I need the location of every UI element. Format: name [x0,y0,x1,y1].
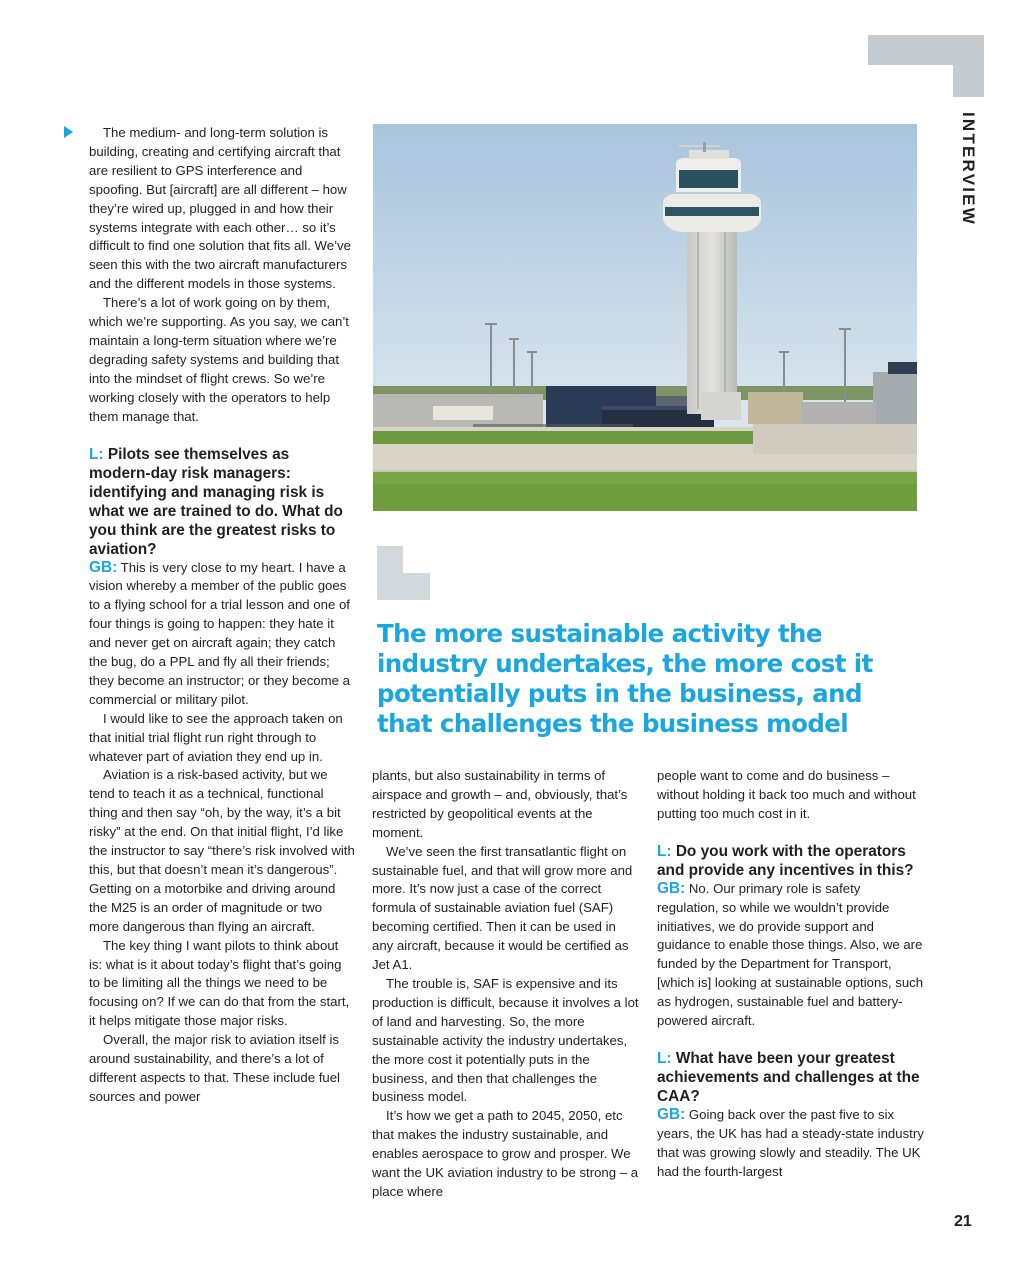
question-text: What have been your greatest achievements and challenges at the CAA? [657,1049,920,1105]
speaker-tag: L: [657,842,672,860]
answer-text: This is very close to my heart. I have a vision whereby a member of the public goes to a flying school for a trial lesson and one of four things is going to happen: they hate it and never get on aircraft again; they catch the bug, do a PPL and fly all their friends; they become an instructor; or they become a commercial or military pilot. [89,559,350,707]
paragraph: Aviation is a risk-based activity, but we tend to teach it as a technical, functional thing and then say “oh, by the way, it’s a bit risky” at the end. On that initial flight, I’d like the instructor to say “there’s risk involved with this, but that doesn’t mean it’s dangerous”. Getting on a motorbike and driving around the M25 is an order of magnitude or two more dangerous than flying an aircraft. [89,767,355,934]
paragraph: Overall, the major risk to aviation itself is around sustainability, and there’s a lot of different aspects to that. These include fuel sources and power [89,1032,340,1104]
paragraph: The medium- and long-term solution is building, creating and certifying aircraft that are resilient to GPS interference and spoofing. But [aircraft] are all different – how they’re wired up, plugged in and how their systems integrate with each other… so it’s difficult to find one solution that fits all. We’ve seen this with the two aircraft manufacturers and the different models in those systems. [89,125,351,292]
speaker-tag: GB: [89,558,118,576]
paragraph: There’s a lot of work going on by them, which we’re supporting. As you say, we can’t maintain a long-term situation where we’re degrading safety systems and building that into the mindset of flight crews. So we’re working closely with the operators to help them manage that. [89,295,349,424]
speaker-tag: L: [89,445,104,463]
interview-answer [657,880,925,1031]
speaker-tag: GB: [657,879,686,897]
control-tower-photo [373,124,917,511]
corner-decoration [953,35,984,97]
interview-question [89,445,355,559]
article-column-2 [372,767,640,1202]
section-label: INTERVIEW [959,112,978,226]
paragraph: I would like to see the approach taken on that initial trial flight run right through to whatever part of aviation they end up in. [89,710,343,764]
question-text: Pilots see themselves as modern-day risk managers: identifying and managing risk is what we are trained to do. What do you think are the greatest risks to aviation? [89,445,343,558]
paragraph: We’ve seen the first transatlantic flight on sustainable fuel, and that will grow more and more. It’s now just a case of the correct formula of sustainable aviation fuel (SAF) becoming certified. Then it can be used in any aircraft, because it would be certified as Jet A1. [372,843,633,973]
interview-question [657,842,925,880]
paragraph: people want to come and do business – without holding it back too much and without putting too much cost in it. [657,768,916,821]
article-column-3 [657,767,925,1182]
paragraph: It’s how we get a path to 2045, 2050, etc that makes the industry sustainable, and enables aerospace to grow and prosper. We want the UK aviation industry to be strong – a place where [372,1108,639,1199]
speaker-tag: GB: [657,1105,686,1123]
interview-answer [657,1106,925,1182]
paragraph: The trouble is, SAF is expensive and its production is difficult, because it involves a lot of land and harvesting. So, the more sustainable activity the industry undertakes, the more cost it potentially puts in the business, and then that challenges the business model. [372,975,639,1105]
question-text: Do you work with the operators and provide any incentives in this? [657,842,914,879]
interview-answer [89,559,355,710]
continuation-arrow-icon [64,126,73,138]
control-tower-illustration [373,124,917,511]
paragraph: plants, but also sustainability in terms of airspace and growth – and, obviously, that’s restricted by geopolitical events at the moment. [372,768,628,840]
article-column-1 [89,124,355,1107]
pull-quote: The more sustainable activity the industry undertakes, the more cost it potentially puts in the business, and that challenges the business model [377,619,873,738]
quote-mark-decoration [377,573,430,600]
speaker-tag: L: [657,1049,672,1067]
answer-text: No. Our primary role is safety regulation, so while we wouldn’t provide initiatives, we do provide support and guidance to enable those things. Also, we are funded by the Department for Transport, [which is] looking at sustainable options, such as hydrogen, sustainable fuel and battery-powered aircraft. [657,880,924,1029]
paragraph: The key thing I want pilots to think about is: what is it about today’s flight that’s going to be limiting all the things we need to be focusing on? If we can do that from the start, it helps mitigate those major risks. [89,937,350,1029]
interview-question [657,1049,925,1106]
answer-text: Going back over the past five to six years, the UK has had a steady-state industry that was growing slowly and steadily. The UK had the fourth-largest [657,1106,924,1179]
page-number: 21 [954,1213,972,1230]
